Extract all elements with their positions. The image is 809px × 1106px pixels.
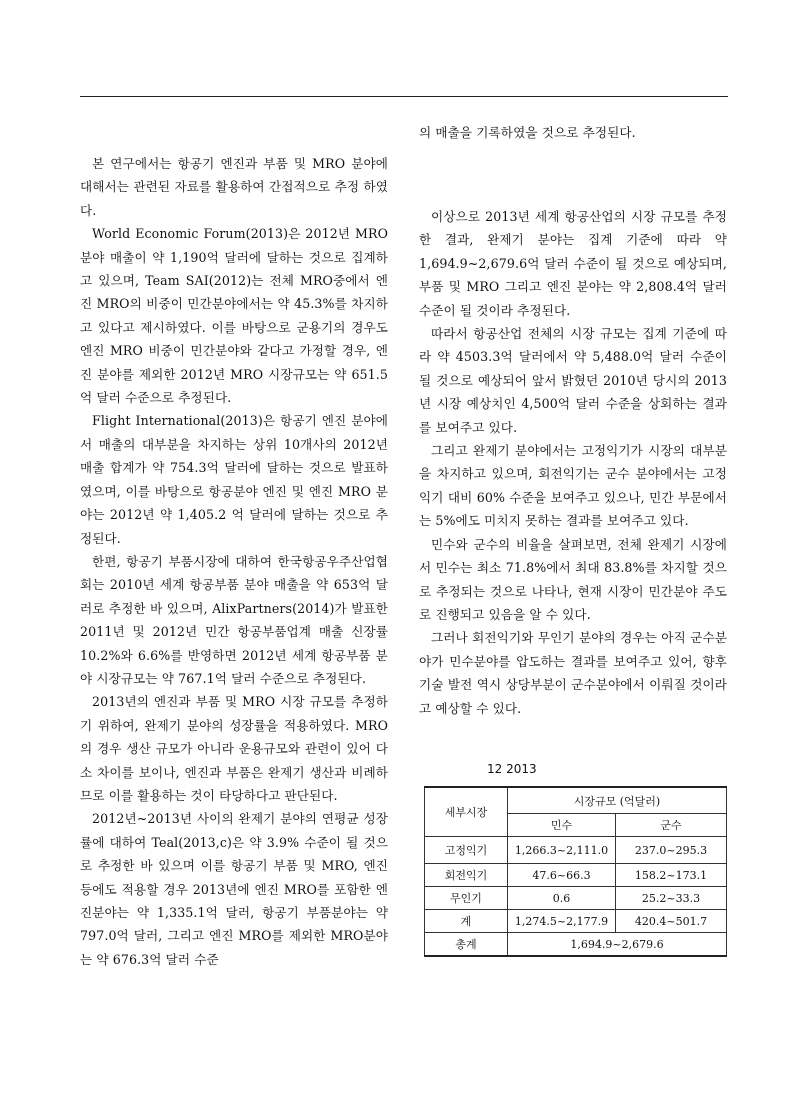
market-size-table (424, 786, 727, 957)
continuation-line: 의 매출을 기록하였을 것으로 추정된다. (419, 125, 636, 140)
header-civil: 민수 (508, 814, 616, 837)
left-column (80, 152, 388, 971)
cell-civil: 1,266.3~2,111.0 (508, 837, 616, 864)
row-label: 고정익기 (425, 837, 508, 864)
left-paragraph: 2012년~2013년 사이의 완제기 분야의 연평균 성장률에 대하여 Teal(2013,c)은 약 3.9% 수준이 될 것으로 추정한 바 있으며 이를 항공기 부품 및 MRO, 엔진 등에도 적용할 경우 2013년에 엔진 MRO를 포함한 엔진분야는 약 1,335.1억 달러, 항공기 부품분야는 약 797.0억 달러, 그리고 엔진 MRO를 제외한 MRO분야는 약 676.3억 달러 수준 (80, 811, 388, 967)
header-military: 군수 (616, 814, 727, 837)
row-label: 계 (425, 910, 508, 933)
left-paragraph: 한편, 항공기 부품시장에 대하여 한국항공우주산업협회는 2010년 세계 항공부품 분야 매출을 약 653억 달러로 추정한 바 있으며, AlixPartners(2014)가 발표한 2011년 및 2012년 민간 항공부품업계 매출 신장률 10.2%와 6.6%를 반영하면 2012년 세계 항공부품 분야 시장규모는 약 767.1억 달러 수준으로 추정된다. (80, 553, 388, 686)
left-paragraph: World Economic Forum(2013)은 2012년 MRO 분야 매출이 약 1,190억 달러에 달하는 것으로 집계하고 있으며, Team SAI(2012)는 전체 MRO중에서 엔진 MRO의 비중이 민간분야에서는 약 45.3%를 차지하고 있다고 제시하였다. 이를 바탕으로 군용기의 경우도 엔진 MRO 비중이 민간분야와 같다고 가정할 경우, 엔진 분야를 제외한 2012년 MRO 시장규모는 약 651.5억 달러 수준으로 추정된다. (80, 226, 388, 406)
cell-military: 158.2~173.1 (616, 864, 727, 887)
row-label: 회전익기 (425, 864, 508, 887)
table-row (425, 887, 727, 910)
total-value: 1,694.9~2,679.6 (508, 933, 727, 957)
right-continuation (419, 121, 727, 144)
header-market-size: 시장규모 (억달러) (508, 787, 727, 814)
left-paragraph: 본 연구에서는 항공기 엔진과 부품 및 MRO 분야에 대해서는 관련된 자료를 활용하여 간접적으로 추정 하였다. (80, 156, 388, 218)
cell-military: 237.0~295.3 (616, 837, 727, 864)
table-row (425, 837, 727, 864)
right-paragraph: 그리고 완제기 분야에서는 고정익기가 시장의 대부분을 차지하고 있으며, 회전익기는 군수 분야에서는 고정익기 대비 60% 수준을 보여주고 있으나, 민간 부문에서는 5%에도 미치지 못하는 결과를 보여주고 있다. (419, 443, 727, 529)
header-segment: 세부시장 (425, 787, 508, 837)
cell-civil: 0.6 (508, 887, 616, 910)
cell-military: 25.2~33.3 (616, 887, 727, 910)
right-paragraph: 민수와 군수의 비율을 살펴보면, 전체 완제기 시장에서 민수는 최소 71.8%에서 최대 83.8%를 차지할 것으로 추정되는 것으로 나타나, 현재 시장이 민간분야 주도로 진행되고 있음을 알 수 있다. (419, 536, 727, 622)
table-row (425, 910, 727, 933)
header-rule (80, 96, 728, 97)
left-paragraph: Flight International(2013)은 항공기 엔진 분야에서 매출의 대부분을 차지하는 상위 10개사의 2012년 매출 합계가 약 754.3억 달러에 달하는 것으로 발표하였으며, 이를 바탕으로 항공분야 엔진 및 엔진 MRO 분야는 2012년 약 1,405.2 억 달러에 달하는 것으로 추정된다. (80, 413, 388, 546)
table-row (425, 864, 727, 887)
table-caption: 12 2013 (487, 762, 537, 776)
right-paragraph: 따라서 항공산업 전체의 시장 규모는 집계 기준에 따라 약 4503.3억 달러에서 약 5,488.0억 달러 수준이 될 것으로 예상되어 앞서 밝혔던 2010년 당시의 2013년 시장 예상치인 4,500억 달러 수준을 상회하는 결과를 보여주고 있다. (419, 326, 727, 435)
total-label: 총계 (425, 933, 508, 957)
cell-military: 420.4~501.7 (616, 910, 727, 933)
row-label: 무인기 (425, 887, 508, 910)
cell-civil: 1,274.5~2,177.9 (508, 910, 616, 933)
left-paragraph: 2013년의 엔진과 부품 및 MRO 시장 규모를 추정하기 위하여, 완제기 분야의 성장률을 적용하였다. MRO의 경우 생산 규모가 아니라 운용규모와 관련이 있어 다소 차이를 보이나, 엔진과 부품은 완제기 생산과 비례하므로 이를 활용하는 것이 타당하다고 판단된다. (80, 694, 388, 803)
cell-civil: 47.6~66.3 (508, 864, 616, 887)
right-paragraph: 그러나 회전익기와 무인기 분야의 경우는 아직 군수분야가 민수분야를 압도하는 결과를 보여주고 있어, 향후 기술 발전 역시 상당부분이 군수분야에서 이뤄질 것이라고 예상할 수 있다. (419, 630, 727, 716)
right-paragraph: 이상으로 2013년 세계 항공산업의 시장 규모를 추정한 결과, 완제기 분야는 집계 기준에 따라 약 1,694.9~2,679.6억 달러 수준이 될 것으로 예상되며, 부품 및 MRO 그리고 엔진 분야는 약 2,808.4억 달러 수준이 될 것이라 추정된다. (419, 209, 727, 318)
right-column (419, 205, 727, 720)
table-total-row (425, 933, 727, 957)
